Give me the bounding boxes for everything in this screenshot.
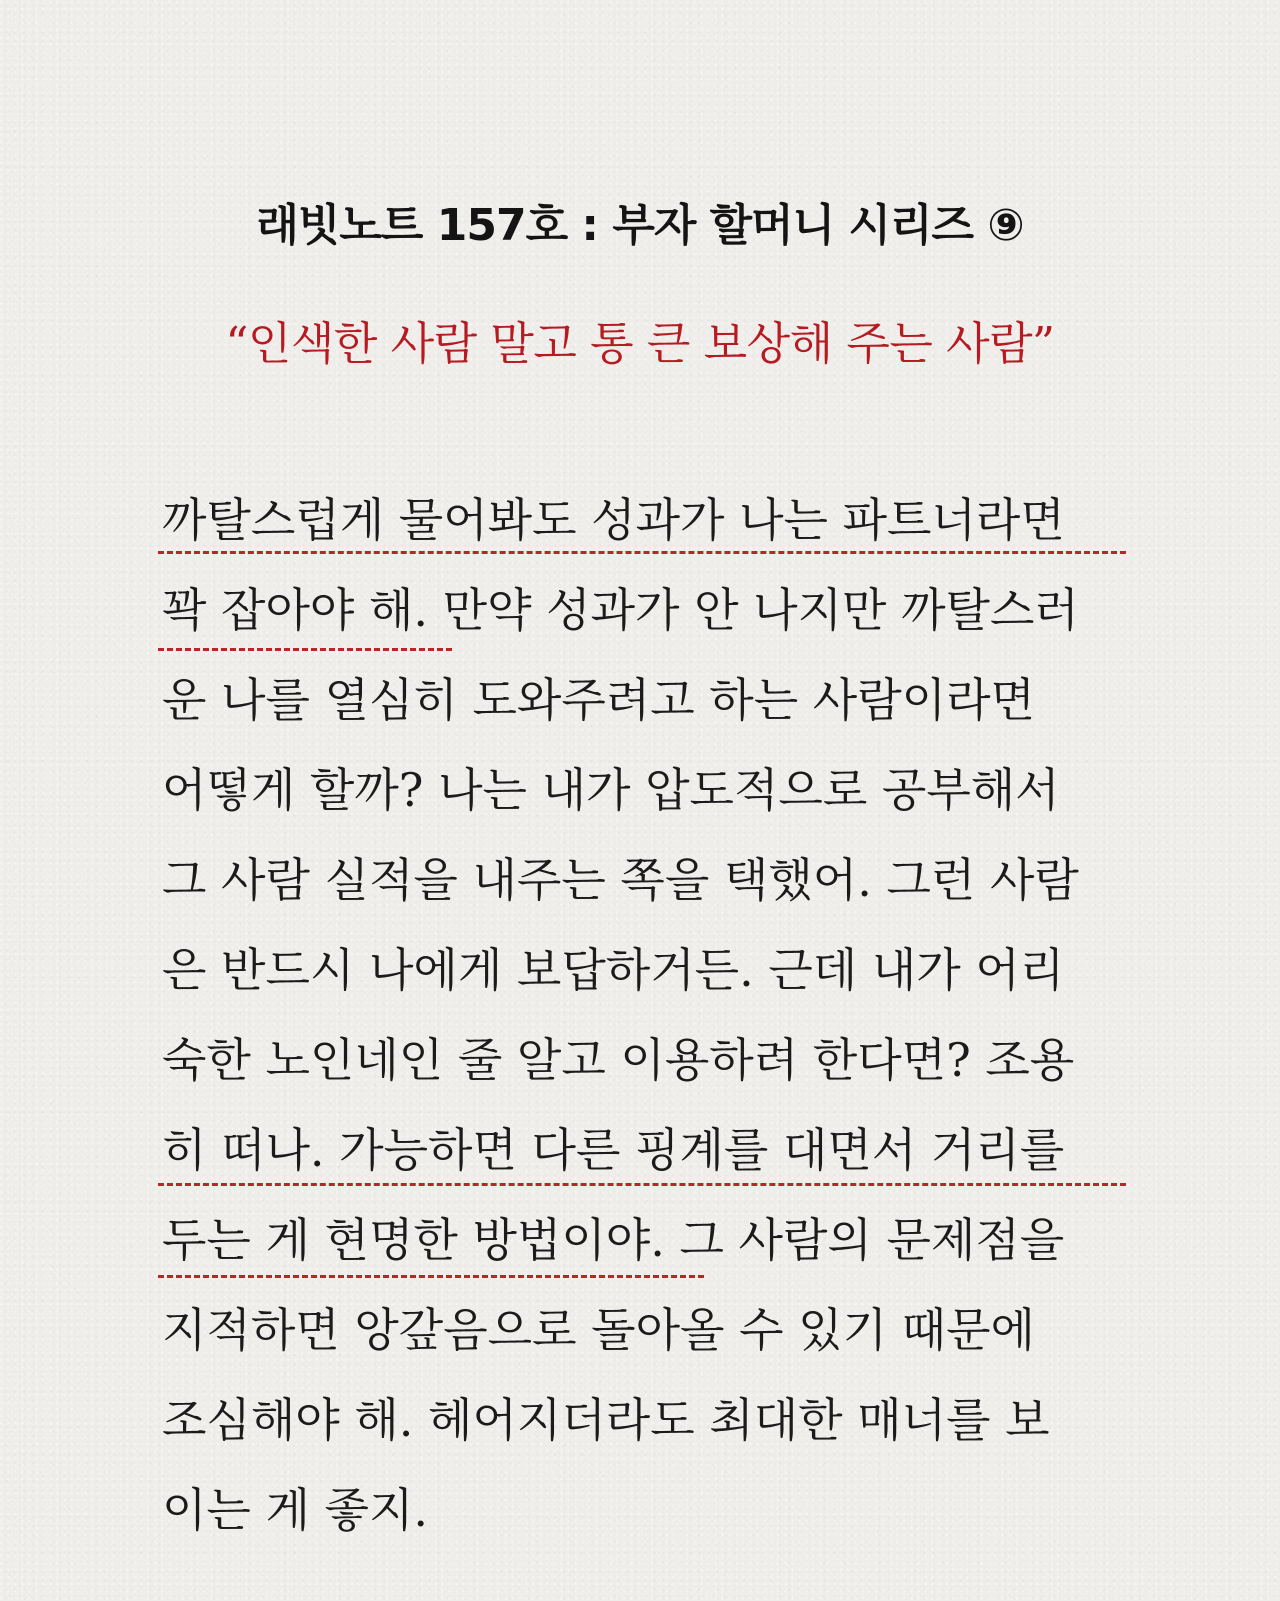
body-line: 까탈스럽게 물어봐도 성과가 나는 파트너라면	[162, 493, 1065, 547]
body-line: 조심해야 해. 헤어지더라도 최대한 매너를 보	[162, 1393, 1050, 1447]
body-line: 운 나를 열심히 도와주려고 하는 사람이라면	[162, 673, 1035, 727]
body-line: 어떻게 할까? 나는 내가 압도적으로 공부해서	[162, 763, 1060, 817]
body-line: 꽉 잡아야 해. 만약 성과가 안 나지만 까탈스러	[162, 583, 1079, 637]
body-line: 지적하면 앙갚음으로 돌아올 수 있기 때문에	[162, 1303, 1035, 1357]
body-line: 두는 게 현명한 방법이야. 그 사람의 문제점을	[162, 1213, 1065, 1267]
body-line: 그 사람 실적을 내주는 쪽을 택했어. 그런 사람	[162, 853, 1079, 907]
body-line: 숙한 노인네인 줄 알고 이용하려 한다면? 조용	[162, 1033, 1075, 1087]
quote-subtitle: “인색한 사람 말고 통 큰 보상해 주는 사람”	[225, 317, 1055, 370]
page-title: 래빗노트 157호 : 부자 할머니 시리즈 ⑨	[256, 200, 1024, 251]
underline-dashed	[158, 648, 452, 651]
body-line: 히 떠나. 가능하면 다른 핑계를 대면서 거리를	[162, 1123, 1065, 1177]
body-line: 은 반드시 나에게 보답하거든. 근데 내가 어리	[162, 943, 1065, 997]
underline-dashed	[158, 1275, 704, 1278]
underline-dashed	[158, 551, 1126, 554]
body-line: 이는 게 좋지.	[162, 1483, 429, 1537]
underline-dashed	[158, 1183, 1126, 1186]
